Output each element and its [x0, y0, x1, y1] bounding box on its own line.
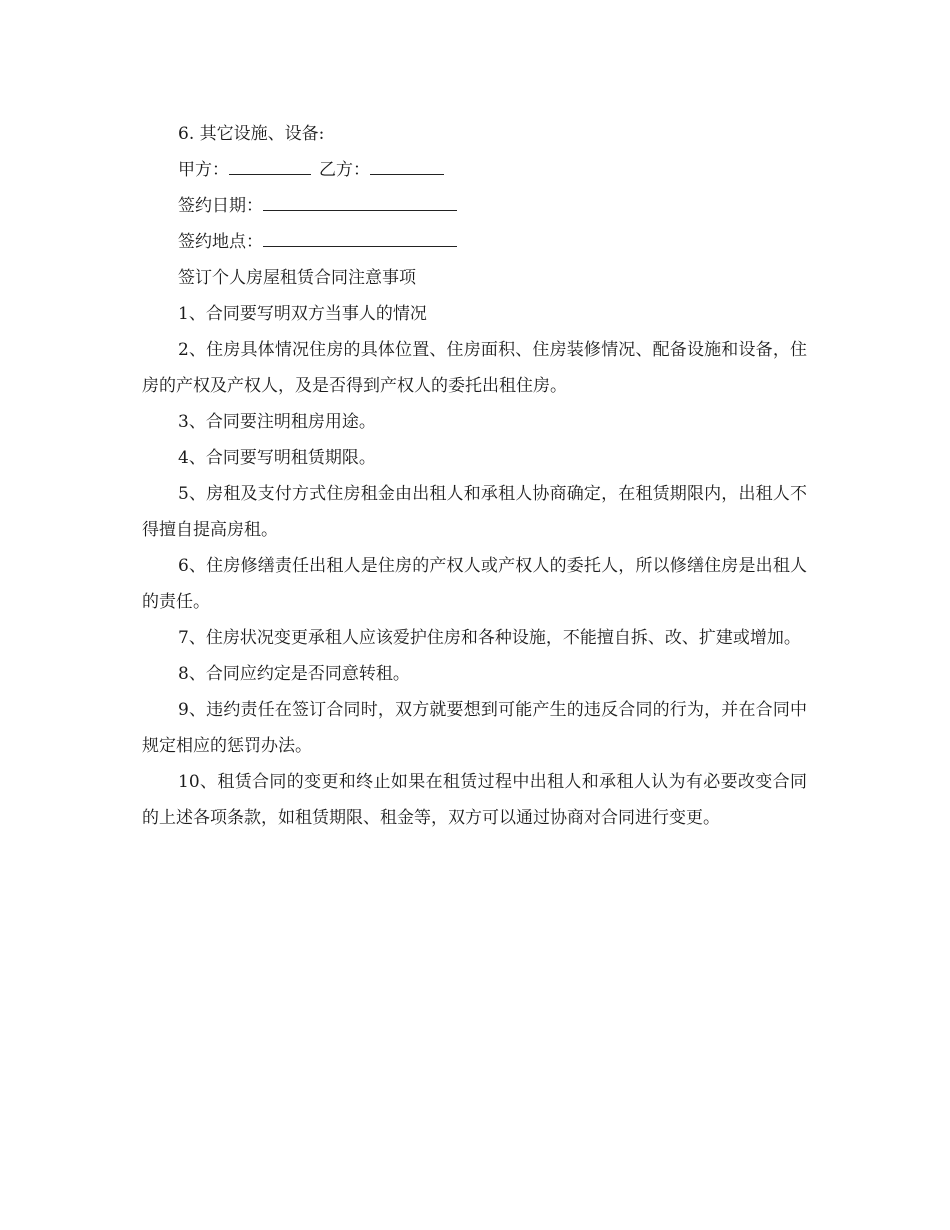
party-a-blank — [229, 160, 311, 175]
note-5: 5、房租及支付方式住房租金由出租人和承租人协商确定，在租赁期限内，出租人不得擅自提高房租。 — [142, 484, 807, 540]
item-6-line: 6. 其它设施、设备: — [178, 124, 325, 144]
note-7: 7、住房状况变更承租人应该爱护住房和各种设施，不能擅自拆、改、扩建或增加。 — [178, 628, 801, 648]
sign-date-blank — [263, 196, 457, 211]
party-a-label: 甲方： — [178, 160, 229, 180]
note-3: 3、合同要注明租房用途。 — [178, 412, 376, 432]
sign-place-label: 签约地点： — [178, 232, 263, 252]
party-signature-row — [142, 152, 807, 188]
sign-date-label: 签约日期： — [178, 196, 263, 216]
note-6: 6、住房修缮责任出租人是住房的产权人或产权人的委托人，所以修缮住房是出租人的责任。 — [142, 556, 807, 612]
sign-place-blank — [263, 232, 457, 247]
note-9: 9、违约责任在签订合同时，双方就要想到可能产生的违反合同的行为，并在合同中规定相应的惩罚办法。 — [142, 700, 807, 756]
party-b-label: 乙方： — [319, 160, 370, 180]
document-page — [142, 116, 807, 836]
party-b-blank — [370, 160, 444, 175]
note-2: 2、住房具体情况住房的具体位置、住房面积、住房装修情况、配备设施和设备，住房的产权及产权人，及是否得到产权人的委托出租住房。 — [142, 340, 807, 396]
notes-title: 签订个人房屋租赁合同注意事项 — [178, 268, 416, 288]
note-1: 1、合同要写明双方当事人的情况 — [178, 304, 427, 324]
note-4: 4、合同要写明租赁期限。 — [178, 448, 376, 468]
sign-place-row — [142, 224, 807, 260]
note-10: 10、租赁合同的变更和终止如果在租赁过程中出租人和承租人认为有必要改变合同的上述各项条款，如租赁期限、租金等，双方可以通过协商对合同进行变更。 — [142, 772, 807, 828]
note-8: 8、合同应约定是否同意转租。 — [178, 664, 410, 684]
sign-date-row — [142, 188, 807, 224]
